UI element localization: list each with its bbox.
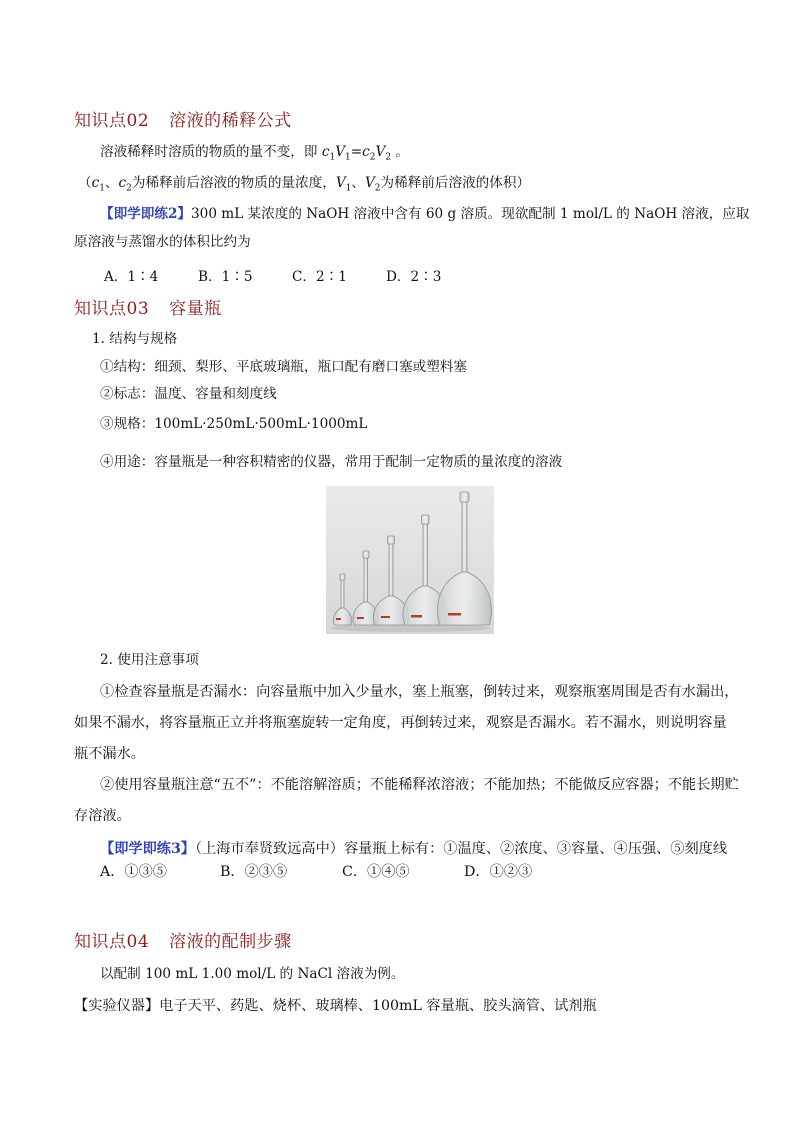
practice-3-question [100, 838, 727, 860]
option-c[interactable]: C．2∶1 [292, 269, 347, 285]
heading-title: 溶液的稀释公式 [169, 111, 292, 131]
item-mark: ②标志：温度、容量和刻度线 [100, 386, 277, 402]
heading-number: 知识点02 [74, 111, 150, 131]
note-five-nots-l1: ②使用容量瓶注意“五不”：不能溶解溶质；不能稀释浓溶液；不能加热；不能做反应容器；不能长期贮 [100, 777, 739, 793]
practice-2-question-cont: 原溶液与蒸馏水的体积比约为 [74, 234, 251, 250]
practice-tag: 【即学即练2】 [100, 206, 192, 222]
practice-tag: 【即学即练3】 [100, 841, 195, 857]
item-structure: ①结构：细颈、梨形、平底玻璃瓶，瓶口配有磨口塞或塑料塞 [100, 359, 468, 375]
note-leak-check-l3: 瓶不漏水。 [74, 746, 145, 762]
practice-text: （上海市奉贤致远高中）容量瓶上标有：①温度、②浓度、③容量、④压强、⑤刻度线 [195, 841, 728, 857]
dilution-statement [100, 141, 409, 169]
dilution-explanation: （$c_1$、$c_2$为稀释前后溶液的物质的量浓度，$V_1$、$V_2$为稀释前后溶液的体积） [78, 175, 531, 194]
option-a[interactable]: A．1∶4 [104, 269, 159, 285]
note-leak-check-l1: ①检查容量瓶是否漏水：向容量瓶中加入少量水，塞上瓶塞，倒转过来，观察瓶塞周围是否有水漏出， [100, 684, 739, 700]
note-five-nots-l2: 存溶液。 [74, 808, 131, 824]
subheading-structure: 1. 结构与规格 [92, 331, 178, 347]
option-d[interactable]: D．2∶3 [386, 269, 442, 285]
option-d[interactable]: D．①②③ [464, 864, 533, 880]
option-c[interactable]: C．①④⑤ [342, 864, 410, 880]
lab-instruments: 【实验仪器】电子天平、药匙、烧杯、玻璃棒、100mL 容量瓶、胶头滴管、试剂瓶 [74, 998, 597, 1014]
practice-2-options [104, 266, 441, 288]
practice-text: 300 mL 某浓度的 NaOH 溶液中含有 60 g 溶质。现欲配制 1 mol/L 的 NaOH 溶液，应取 [191, 206, 750, 222]
section-heading-04 [74, 927, 292, 952]
dilution-text: 溶液稀释时溶质的物质的量不变，即 [100, 144, 318, 160]
dilution-formula: $c_1V_1=c_2V_2$ 。 [321, 144, 409, 163]
heading-title: 溶液的配制步骤 [169, 932, 292, 952]
section-heading-03 [74, 294, 222, 319]
option-a[interactable]: A．①③⑤ [100, 864, 167, 880]
heading-number: 知识点04 [74, 932, 150, 952]
volumetric-flasks-icon [326, 486, 494, 634]
subheading-usage-notes: 2. 使用注意事项 [100, 652, 199, 668]
option-b[interactable]: B．1∶5 [198, 269, 253, 285]
item-usage: ④用途：容量瓶是一种容积精密的仪器，常用于配制一定物质的量浓度的溶液 [100, 454, 563, 470]
section-heading-02 [74, 106, 292, 131]
practice-2-question [100, 203, 749, 225]
option-b[interactable]: B．②③⑤ [220, 864, 288, 880]
note-leak-check-l2: 如果不漏水，将容量瓶正立并将瓶塞旋转一定角度，再倒转过来，观察是否漏水。若不漏水，则说明容量 [74, 715, 727, 731]
volumetric-flasks-image [326, 486, 494, 634]
practice-3-options [100, 861, 532, 883]
preparation-example: 以配制 100 mL 1.00 mol/L 的 NaCl 溶液为例。 [100, 966, 405, 982]
heading-number: 知识点03 [74, 299, 150, 319]
item-spec: ③规格：100mL·250mL·500mL·1000mL [100, 416, 368, 432]
heading-title: 容量瓶 [169, 299, 222, 319]
